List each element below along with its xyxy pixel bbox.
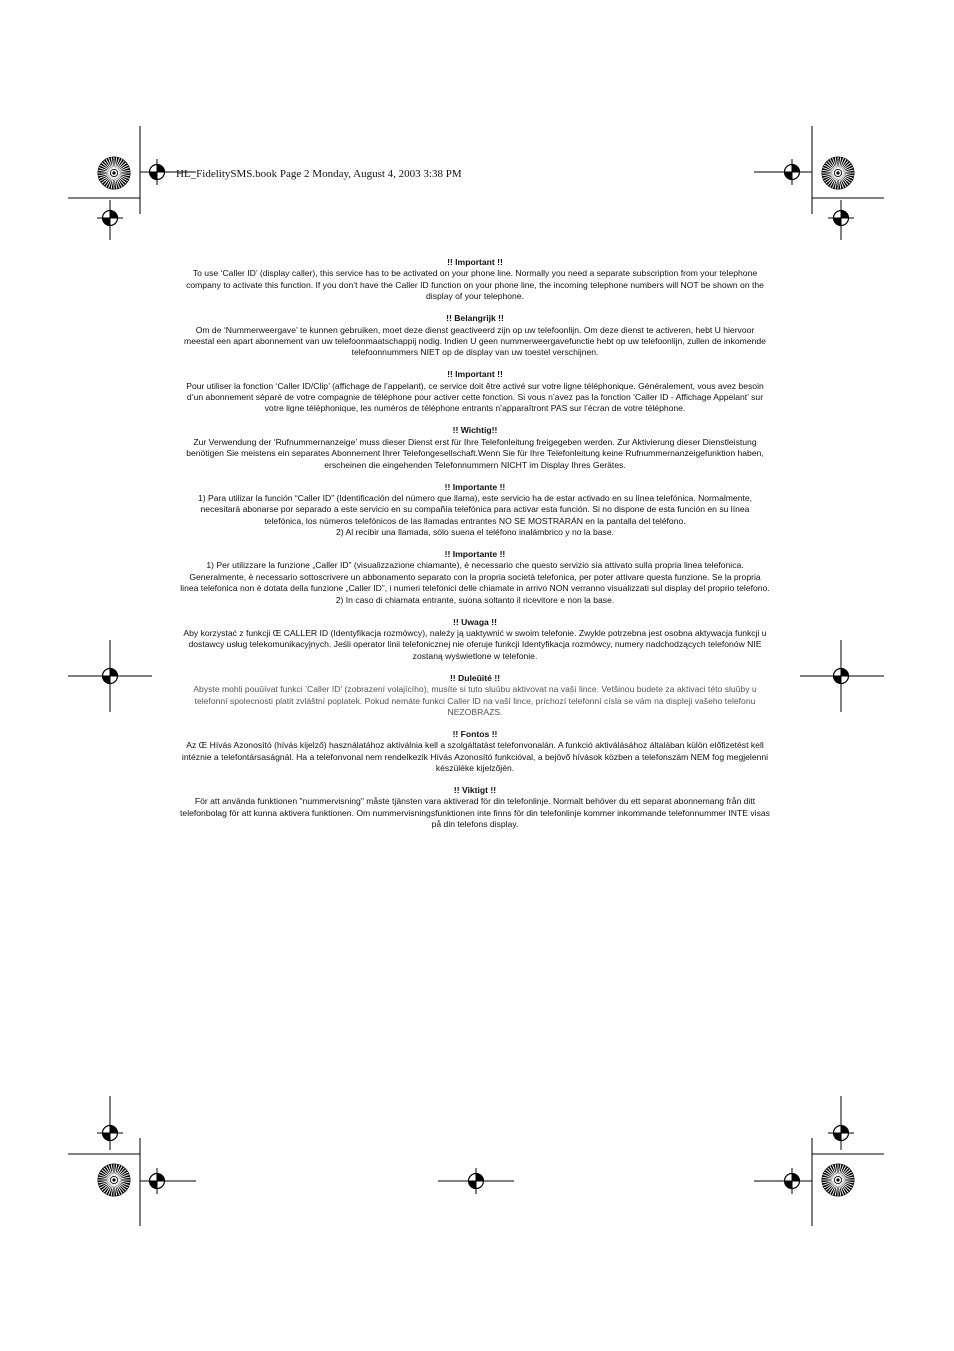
registration-target-lower-left [97, 1120, 123, 1146]
section-title: !! Belangrijk !! [446, 313, 504, 324]
registration-starburst-top-right [822, 157, 855, 190]
section-title: !! Importante !! [444, 481, 506, 492]
section-title: !! Important !! [447, 257, 503, 267]
section-spanish [180, 482, 770, 539]
registration-target-upper-right [828, 205, 854, 231]
registration-starburst-bottom-left [98, 1164, 131, 1197]
section-polish [180, 617, 770, 663]
registration-target-lower-right [828, 1120, 854, 1146]
book-header-line: HL_FidelitySMS.book Page 2 Monday, August 4, 2003 3:38 PM [176, 168, 462, 180]
section-body: För att använda funktionen "nummervisning" måste tjänsten vara aktiverad för din telefonlinje. Normalt behöver du ett separat abonnemang från ditt telefonbolag för att kunna aktivera funktionen. Om nummervisningsfunktionen inte finns för din telefonlinje kommer inkommande telefonnummer INTE visas på din telefons display. [180, 796, 770, 830]
registration-starburst-top-left [98, 157, 131, 190]
notice-content [180, 257, 770, 841]
section-title: !! Duleûité !! [449, 672, 501, 683]
section-title: !! Uwaga !! [453, 616, 497, 627]
section-body-note: 2) Al recibir una llamada, sólo suena el teléfono inalámbrico y no la base. [335, 527, 615, 538]
section-title: !! Wichtig!! [452, 425, 498, 436]
section-swedish [180, 785, 770, 831]
section-title: !! Viktigt !! [453, 784, 497, 795]
section-czech [180, 673, 770, 719]
section-german [180, 425, 770, 471]
section-italian [180, 549, 770, 606]
section-body: Abyste mohli pouûívat funkci ’Caller ID’ (zobrazení volajícího), musíte si tuto sluûbu aktivovat na vaší lince. Vetšinou budete za aktivaci této sluûby u telefonní spolecnosti platit zvláštní poplatek. Pokud nemáte funkci Caller ID na vaší lince, príchozí telefonní císla se vám na displeji vašeho telefonu NEZOBRAZS. [193, 684, 757, 717]
section-dutch [180, 313, 770, 359]
section-body: Pour utiliser la fonction ‘Caller ID/Clip’ (affichage de l’appelant), ce service doit être activé sur votre ligne téléphonique. Généralement, vous avez besoin d’un abonnement séparé de votre compagnie de téléphone pour activer cette fonction. Si vous n’avez pas la fonction ‘Caller ID - Affichage Appelant’ sur votre ligne téléphonique, les numéros de téléphone entrants n’apparaîtront PAS sur l’écran de votre téléphone. [186, 380, 764, 414]
section-title: !! Important !! [447, 369, 503, 380]
registration-target-upper-left [97, 205, 123, 231]
section-body: Az Œ Hívás Azonosító (hívás kijelző) használatához aktiválnia kell a szolgáltatást telefonvonalán. A funkció aktiválásához általában külön előfizetést kell intéznie a telefontársaságnál. Ha a telefonvonal nem rendelkezik Hívás Azonosító funkcióval, a bejövő hívások közben a telefonszám NEM fog megjelenni készüléke kijelzőjén. [181, 740, 769, 774]
section-body: Zur Verwendung der ‘Rufnummernanzeige’ muss dieser Dienst erst für Ihre Telefonleitung freigegeben werden. Zur Aktivierung dieser Dienstleistung benötigen Sie meistens ein separates Abonnement Ihrer Telefongesellschaft.Wenn Sie für Ihre Telefonleitung keine Rufnummernanzeigefunktion haben, erscheinen die eingehenden Telefonnummern NICHT im Display Ihres Gerätes. [186, 436, 764, 470]
section-french [180, 369, 770, 415]
section-body: Om de ‘Nummerweergave’ te kunnen gebruiken, moet deze dienst geactiveerd zijn op uw telefoonlijn. Om deze dienst te activeren, hebt U hiervoor meestal een apart abonnement van uw telefoonmaatschappij nodig. Indien U geen nummerweergavefunctie hebt op uw telefoonlijn, zullen de inkomende telefoonnummers NIET op de display van uw toestel verschijnen. [184, 324, 766, 358]
section-body: Aby korzystać z funkcji Œ CALLER ID (Identyfikacja rozmówcy), należy ją uaktywnić w swoim telefonie. Zwykle potrzebna jest osobna aktywacja funkcji u dostawcy usług telekomunikacyjnych. Jeśli operator linii telefonicznej nie oferuje funkcji Identyfikacja rozmówcy, numery nadchodzących telefonów NIE zostaną wyświetlone w telefonie. [183, 627, 767, 661]
section-body-note: 2) In caso di chiamata entrante, suona soltanto il ricevitore e non la base. [335, 594, 615, 605]
section-english [180, 257, 770, 303]
section-body: 1) Para utilizar la función “Caller ID” (Identificación del número que llama), este servicio ha de estar activado en su línea telefónica. Normalmente, necesitará abonarse por separado a este servicio en su compañía telefónica para activar esta función. Si no dispone de esta función en su línea telefónica, los números telefónicos de las llamadas entrantes NO SE MOSTRARÁN en la pantalla del teléfono. [197, 492, 753, 526]
section-title: !! Fontos !! [452, 728, 498, 739]
section-body: To use ‘Caller ID’ (display caller), this service has to be activated on your phone line. Normally you need a separate subscription from your telephone company to activate this function. If you don’t have the Caller ID function on your phone line, the incoming telephone numbers will NOT be shown on the display of your telephone. [186, 268, 764, 302]
section-hungarian [180, 729, 770, 775]
registration-starburst-bottom-right [822, 1164, 855, 1197]
section-body: 1) Per utilizzare la funzione „Caller ID” (visualizzazione chiamante), è necessario che questo servizio sia attivato sulla propria linea telefonica. Generalmente, è necessario sottoscrivere un abbonamento separato con la propria società telefonica, per poter attivare questa funzione. Se la propria linea telefonica non è dotata della funzione „Caller ID”, i numeri telefonici delle chiamate in arrivo NON verranno visualizzati sul display del proprio telefono. [180, 560, 770, 594]
section-title: !! Importante !! [444, 549, 506, 560]
